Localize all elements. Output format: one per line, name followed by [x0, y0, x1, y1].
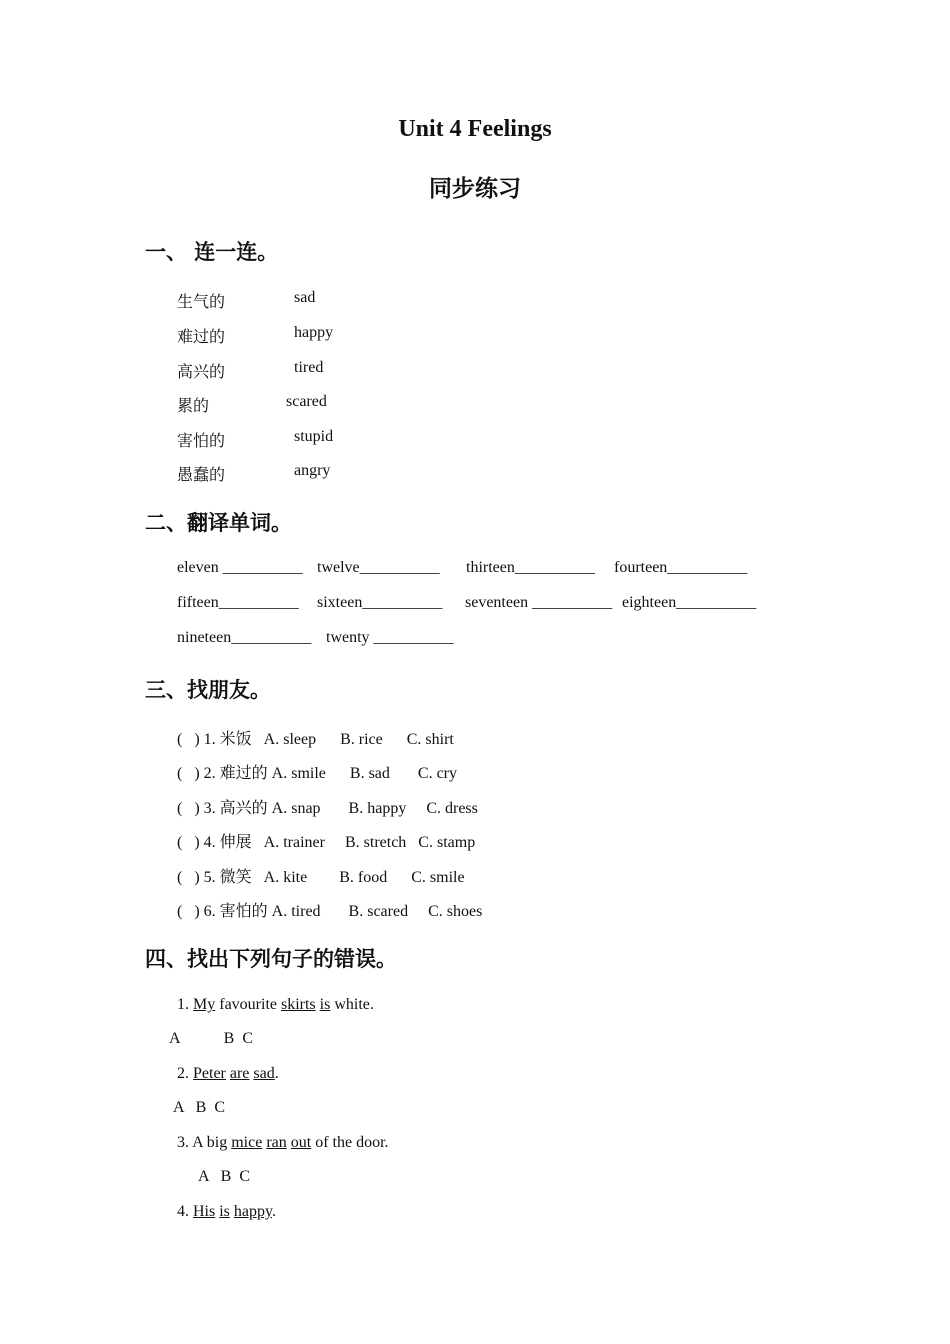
section4-heading: 四、找出下列句子的错误。	[145, 947, 397, 971]
answer-blank[interactable]: ( ) 1.	[177, 731, 220, 748]
translate-item: sixteen__________	[317, 594, 443, 611]
match-english-word: sad	[294, 289, 316, 306]
answer-blank[interactable]: ( ) 2.	[177, 765, 220, 782]
translate-item: eleven __________	[177, 559, 303, 576]
choice-question: ( ) 3. 高兴的 A. snap B. happy C. dress	[177, 798, 478, 817]
error-sentence: 3. A big mice ran out of the door.	[177, 1134, 389, 1151]
choice-question: ( ) 2. 难过的 A. smile B. sad C. cry	[177, 763, 457, 782]
choice-question: ( ) 4. 伸展 A. trainer B. stretch C. stamp	[177, 832, 476, 851]
translate-item: fifteen__________	[177, 594, 299, 611]
option-labels: A B C	[198, 1168, 251, 1185]
match-english-word: angry	[294, 462, 331, 479]
match-chinese-word: 生气的	[177, 292, 226, 311]
translate-item: fourteen__________	[614, 559, 748, 576]
match-english-word: tired	[294, 359, 324, 376]
match-chinese-word: 累的	[177, 396, 210, 415]
option-labels: A B C	[169, 1030, 254, 1047]
match-chinese-word: 害怕的	[177, 431, 226, 450]
match-chinese-word: 高兴的	[177, 362, 226, 381]
section2-heading: 二、翻译单词。	[145, 511, 292, 535]
answer-blank[interactable]: ( ) 4.	[177, 834, 220, 851]
translate-item: twenty __________	[326, 629, 454, 646]
translate-item: thirteen__________	[466, 559, 595, 576]
match-english-word: stupid	[294, 428, 334, 445]
section3-heading: 三、找朋友。	[145, 678, 271, 702]
page-title: Unit 4 Feelings	[398, 116, 552, 142]
translate-item: twelve__________	[317, 559, 440, 576]
translate-item: eighteen__________	[622, 594, 757, 611]
error-sentence: 2. Peter are sad.	[177, 1065, 279, 1082]
answer-blank[interactable]: ( ) 6.	[177, 903, 220, 920]
match-chinese-word: 难过的	[177, 327, 226, 346]
error-sentence: 1. My favourite skirts is white.	[177, 996, 374, 1013]
translate-item: seventeen __________	[465, 594, 613, 611]
match-english-word: scared	[286, 393, 327, 410]
choice-question: ( ) 5. 微笑 A. kite B. food C. smile	[177, 867, 465, 886]
match-english-word: happy	[294, 324, 334, 341]
answer-blank[interactable]: ( ) 3.	[177, 800, 220, 817]
answer-blank[interactable]: ( ) 5.	[177, 869, 220, 886]
translate-item: nineteen__________	[177, 629, 312, 646]
section1-heading: 一、 连一连。	[145, 240, 279, 264]
match-chinese-word: 愚蠢的	[177, 465, 226, 484]
choice-question: ( ) 1. 米饭 A. sleep B. rice C. shirt	[177, 729, 454, 748]
error-sentence: 4. His is happy.	[177, 1203, 276, 1220]
page-subtitle: 同步练习	[429, 176, 521, 202]
option-labels: A B C	[173, 1099, 226, 1116]
choice-question: ( ) 6. 害怕的 A. tired B. scared C. shoes	[177, 901, 483, 920]
